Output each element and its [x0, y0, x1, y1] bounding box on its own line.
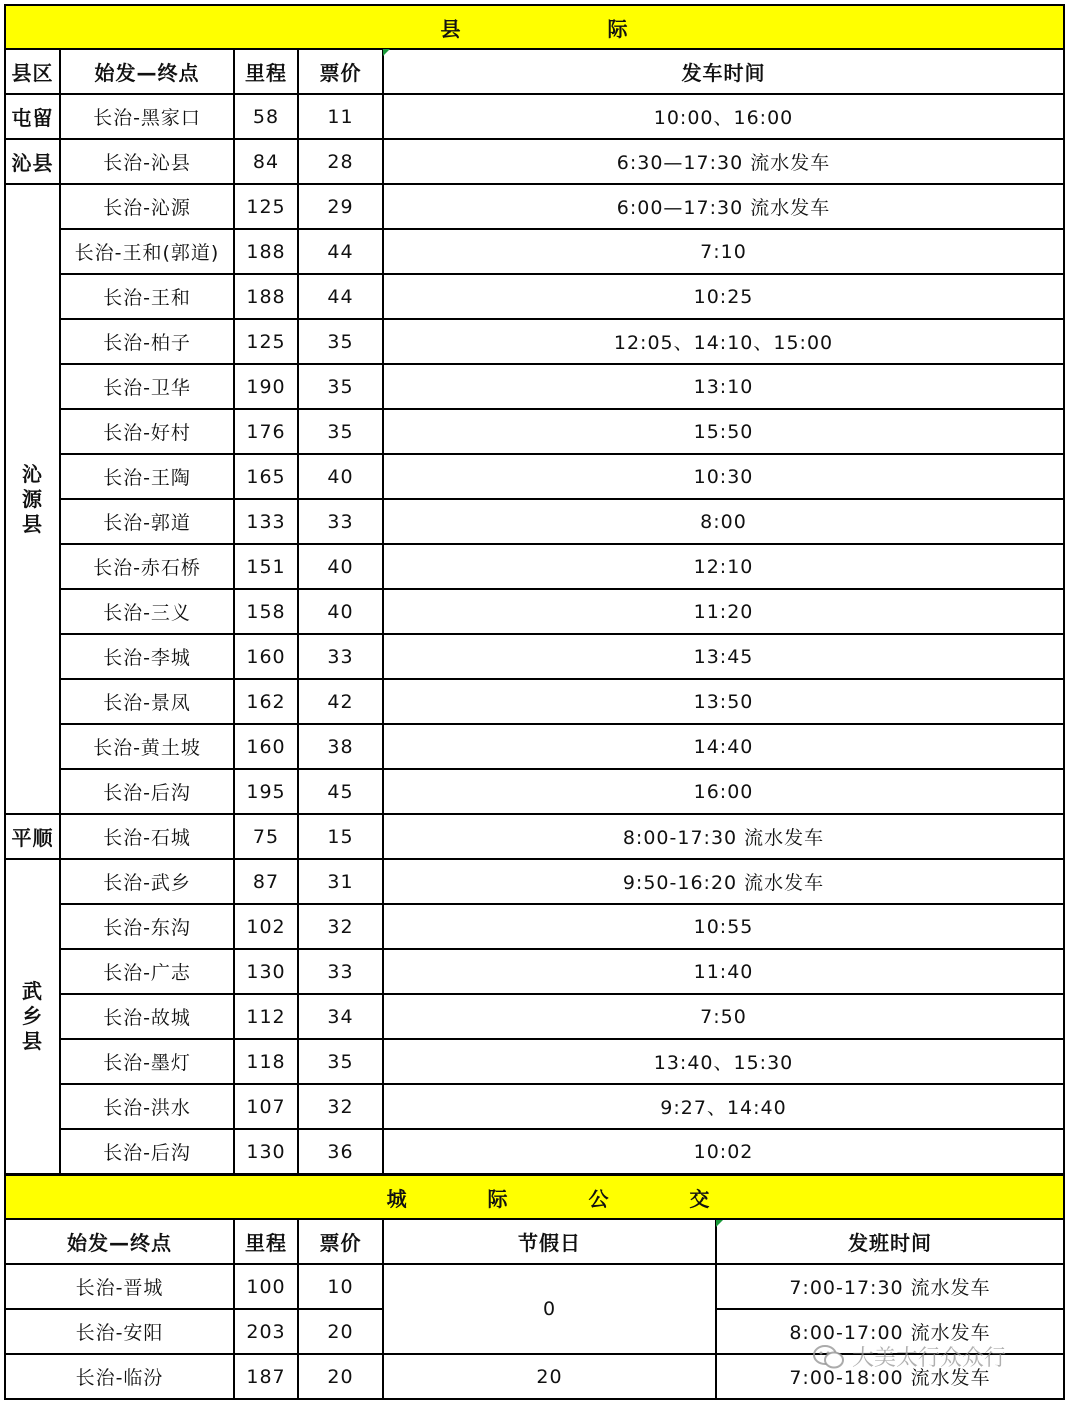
- mileage-cell: 160: [234, 634, 298, 679]
- fare-cell: 10: [298, 1264, 383, 1309]
- departure-cell: 13:50: [383, 679, 1064, 724]
- route-cell: 长治-东沟: [60, 904, 234, 949]
- title-char: 际: [607, 16, 629, 41]
- wechat-icon: [812, 1343, 846, 1371]
- table-row: [5, 544, 1064, 589]
- route-cell: 长治-广志: [60, 949, 234, 994]
- county-cell: [5, 859, 60, 1174]
- county-cell: 沁县: [5, 139, 60, 184]
- table-row: [5, 904, 1064, 949]
- header-route: 始发—终点: [60, 49, 234, 94]
- mileage-cell: 188: [234, 229, 298, 274]
- mileage-cell: 130: [234, 1129, 298, 1174]
- mileage-cell: 84: [234, 139, 298, 184]
- departure-cell: 13:45: [383, 634, 1064, 679]
- departure-cell: 13:10: [383, 364, 1064, 409]
- mileage-cell: 75: [234, 814, 298, 859]
- fare-cell: 35: [298, 364, 383, 409]
- route-cell: 长治-景凤: [60, 679, 234, 724]
- fare-cell: 20: [298, 1309, 383, 1354]
- table-row: [5, 319, 1064, 364]
- route-cell: 长治-柏子: [60, 319, 234, 364]
- fare-cell: 40: [298, 544, 383, 589]
- county-header-row: [5, 49, 1064, 94]
- table-row: [5, 994, 1064, 1039]
- county-schedule-table: [4, 4, 1065, 1175]
- table-row: [5, 814, 1064, 859]
- departure-cell: 15:50: [383, 409, 1064, 454]
- header-route: 始发—终点: [5, 1219, 234, 1264]
- departure-cell: 8:00-17:00 流水发车: [716, 1309, 1064, 1354]
- header-mileage: 里程: [234, 1219, 298, 1264]
- mileage-cell: 162: [234, 679, 298, 724]
- mileage-cell: 190: [234, 364, 298, 409]
- fare-cell: 45: [298, 769, 383, 814]
- table-row: [5, 409, 1064, 454]
- departure-cell: 7:00-18:00 流水发车: [716, 1354, 1064, 1399]
- header-mileage: 里程: [234, 49, 298, 94]
- table-row: [5, 1084, 1064, 1129]
- route-cell: 长治-沁源: [60, 184, 234, 229]
- header-departure: 发班时间: [716, 1219, 1064, 1264]
- fare-cell: 28: [298, 139, 383, 184]
- departure-cell: 10:25: [383, 274, 1064, 319]
- departure-cell: 10:55: [383, 904, 1064, 949]
- table-row: [5, 229, 1064, 274]
- route-cell: 长治-王陶: [60, 454, 234, 499]
- departure-cell: 6:00—17:30 流水发车: [383, 184, 1064, 229]
- city-header-row: [5, 1219, 1064, 1264]
- fare-cell: 44: [298, 229, 383, 274]
- table-row: [5, 94, 1064, 139]
- title-char: 城: [386, 1186, 408, 1211]
- header-departure: 发车时间: [383, 49, 1064, 94]
- route-cell: 长治-黑家口: [60, 94, 234, 139]
- mileage-cell: 158: [234, 589, 298, 634]
- mileage-cell: 130: [234, 949, 298, 994]
- departure-cell: 13:40、15:30: [383, 1039, 1064, 1084]
- mileage-cell: 107: [234, 1084, 298, 1129]
- county-cell: [5, 184, 60, 814]
- mileage-cell: 187: [234, 1354, 298, 1399]
- route-cell: 长治-故城: [60, 994, 234, 1039]
- mileage-cell: 112: [234, 994, 298, 1039]
- departure-cell: 7:00-17:30 流水发车: [716, 1264, 1064, 1309]
- county-char: 源: [22, 486, 43, 511]
- route-cell: 长治-王和: [60, 274, 234, 319]
- mileage-cell: 125: [234, 184, 298, 229]
- city-section-title: [5, 1175, 1064, 1219]
- route-cell: 长治-赤石桥: [60, 544, 234, 589]
- header-fare: 票价: [298, 1219, 383, 1264]
- title-char: 际: [487, 1186, 509, 1211]
- mileage-cell: 87: [234, 859, 298, 904]
- county-section-title: [5, 5, 1064, 49]
- cell-comment-marker: [716, 1220, 723, 1227]
- fare-cell: 35: [298, 1039, 383, 1084]
- mileage-cell: 151: [234, 544, 298, 589]
- mileage-cell: 133: [234, 499, 298, 544]
- departure-cell: 8:00-17:30 流水发车: [383, 814, 1064, 859]
- route-cell: 长治-安阳: [5, 1309, 234, 1354]
- table-row: [5, 724, 1064, 769]
- route-cell: 长治-郭道: [60, 499, 234, 544]
- holiday-cell: 20: [383, 1354, 716, 1399]
- table-row: [5, 364, 1064, 409]
- fare-cell: 11: [298, 94, 383, 139]
- fare-cell: 33: [298, 499, 383, 544]
- table-row: [5, 589, 1064, 634]
- fare-cell: 35: [298, 319, 383, 364]
- table-row: [5, 139, 1064, 184]
- county-char: 县: [22, 1029, 43, 1053]
- title-char: 交: [689, 1186, 711, 1211]
- departure-cell: 12:10: [383, 544, 1064, 589]
- mileage-cell: 195: [234, 769, 298, 814]
- departure-cell: 6:30—17:30 流水发车: [383, 139, 1064, 184]
- mileage-cell: 102: [234, 904, 298, 949]
- fare-cell: 35: [298, 409, 383, 454]
- fare-cell: 33: [298, 949, 383, 994]
- county-section-title-row: [5, 5, 1064, 49]
- mileage-cell: 188: [234, 274, 298, 319]
- departure-cell: 16:00: [383, 769, 1064, 814]
- route-cell: 长治-卫华: [60, 364, 234, 409]
- table-row: [5, 859, 1064, 904]
- table-row: [5, 634, 1064, 679]
- county-char: 沁: [22, 461, 43, 486]
- route-cell: 长治-李城: [60, 634, 234, 679]
- route-cell: 长治-后沟: [60, 769, 234, 814]
- fare-cell: 31: [298, 859, 383, 904]
- departure-cell: 12:05、14:10、15:00: [383, 319, 1064, 364]
- county-char: 乡: [22, 1004, 43, 1028]
- header-county: 县区: [5, 49, 60, 94]
- mileage-cell: 118: [234, 1039, 298, 1084]
- mileage-cell: 160: [234, 724, 298, 769]
- route-cell: 长治-王和(郭道): [60, 229, 234, 274]
- route-cell: 长治-石城: [60, 814, 234, 859]
- fare-cell: 32: [298, 904, 383, 949]
- table-row: [5, 184, 1064, 229]
- fare-cell: 36: [298, 1129, 383, 1174]
- departure-cell: 11:40: [383, 949, 1064, 994]
- route-cell: 长治-沁县: [60, 139, 234, 184]
- table-row: [5, 1264, 1064, 1309]
- mileage-cell: 176: [234, 409, 298, 454]
- county-cell: 平顺: [5, 814, 60, 859]
- county-char: 武: [22, 979, 43, 1003]
- table-row: [5, 949, 1064, 994]
- title-char: 县: [440, 16, 462, 41]
- county-char: 县: [22, 511, 43, 536]
- fare-cell: 20: [298, 1354, 383, 1399]
- route-cell: 长治-三义: [60, 589, 234, 634]
- departure-cell: 9:27、14:40: [383, 1084, 1064, 1129]
- route-cell: 长治-墨灯: [60, 1039, 234, 1084]
- departure-cell: 10:00、16:00: [383, 94, 1064, 139]
- mileage-cell: 203: [234, 1309, 298, 1354]
- departure-cell: 10:02: [383, 1129, 1064, 1174]
- header-fare: 票价: [298, 49, 383, 94]
- fare-cell: 40: [298, 589, 383, 634]
- departure-cell: 14:40: [383, 724, 1064, 769]
- departure-cell: 7:50: [383, 994, 1064, 1039]
- table-row: [5, 454, 1064, 499]
- fare-cell: 44: [298, 274, 383, 319]
- mileage-cell: 100: [234, 1264, 298, 1309]
- route-cell: 长治-洪水: [60, 1084, 234, 1129]
- holiday-cell: 0: [383, 1264, 716, 1354]
- departure-cell: 10:30: [383, 454, 1064, 499]
- fare-cell: 15: [298, 814, 383, 859]
- header-holiday: 节假日: [383, 1219, 716, 1264]
- table-row: [5, 769, 1064, 814]
- route-cell: 长治-黄土坡: [60, 724, 234, 769]
- fare-cell: 34: [298, 994, 383, 1039]
- departure-cell: 11:20: [383, 589, 1064, 634]
- departure-cell: 9:50-16:20 流水发车: [383, 859, 1064, 904]
- table-row: [5, 1039, 1064, 1084]
- departure-cell: 7:10: [383, 229, 1064, 274]
- route-cell: 长治-后沟: [60, 1129, 234, 1174]
- fare-cell: 40: [298, 454, 383, 499]
- route-cell: 长治-临汾: [5, 1354, 234, 1399]
- watermark: [812, 1341, 1006, 1372]
- county-cell: 屯留: [5, 94, 60, 139]
- departure-cell: 8:00: [383, 499, 1064, 544]
- fare-cell: 42: [298, 679, 383, 724]
- table-row: [5, 1129, 1064, 1174]
- route-cell: 长治-武乡: [60, 859, 234, 904]
- watermark-text: 大美太行众众行: [852, 1346, 1007, 1371]
- fare-cell: 38: [298, 724, 383, 769]
- route-cell: 长治-晋城: [5, 1264, 234, 1309]
- table-row: [5, 274, 1064, 319]
- title-char: 公: [588, 1186, 610, 1211]
- mileage-cell: 125: [234, 319, 298, 364]
- table-row: [5, 499, 1064, 544]
- route-cell: 长治-好村: [60, 409, 234, 454]
- fare-cell: 29: [298, 184, 383, 229]
- table-row: [5, 679, 1064, 724]
- fare-cell: 33: [298, 634, 383, 679]
- city-section-title-row: [5, 1175, 1064, 1219]
- mileage-cell: 165: [234, 454, 298, 499]
- cell-comment-marker: [383, 49, 390, 56]
- fare-cell: 32: [298, 1084, 383, 1129]
- mileage-cell: 58: [234, 94, 298, 139]
